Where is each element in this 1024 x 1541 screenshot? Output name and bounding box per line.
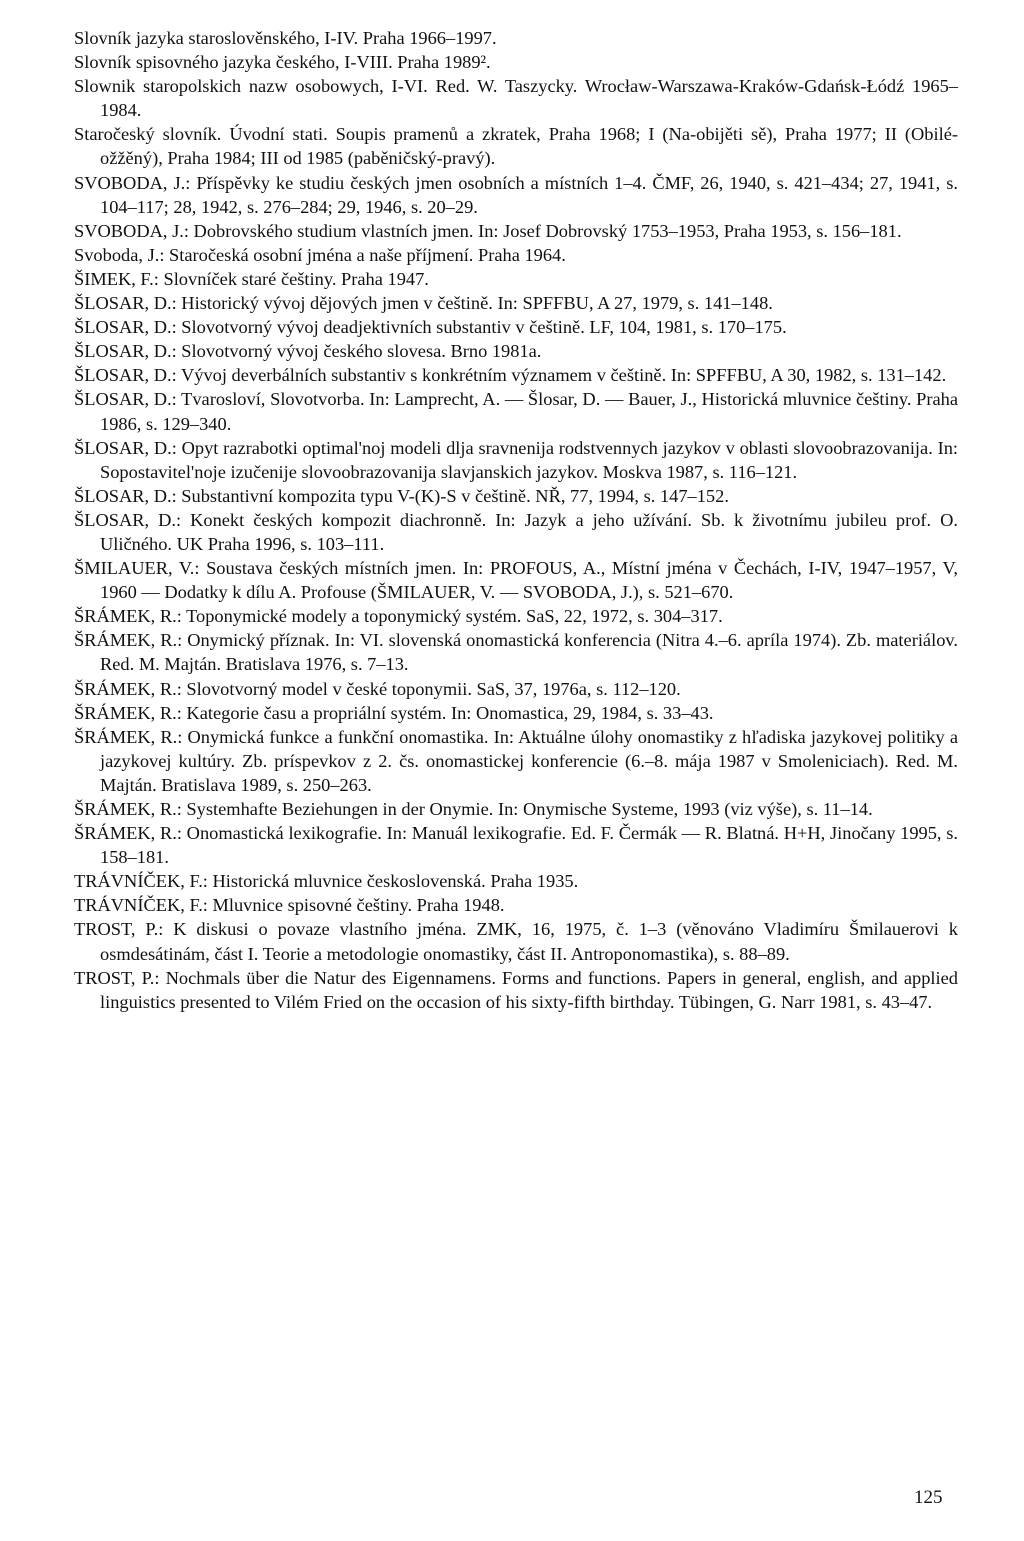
bibliography-entry: TROST, P.: Nochmals über die Natur des Eigennamens. Forms and functions. Papers in general, english, and applied linguistics presented to Vilém Fried on the occasion of his sixty-fifth birthday. Tübingen, G. Narr 1981, s. 43–47. (74, 967, 958, 1012)
bibliography-page (74, 26, 958, 1014)
bibliography-entry: ŠLOSAR, D.: Opyt razrabotki optimal'noj modeli dlja sravnenija rodstvennych jazykov v oblasti slovoobrazovanija. In: Sopostavitel'noje izučenije slovoobrazovanija slavjanskich jazykov. Moskva 1987, s. 116–121. (74, 437, 958, 482)
bibliography-entry: Slownik staropolskich nazw osobowych, I-VI. Red. W. Taszycky. Wrocław-Warszawa-Kraków-Gdańsk-Łódź 1965–1984. (74, 76, 958, 121)
page-number: 125 (914, 1487, 943, 1508)
bibliography-entry: ŠLOSAR, D.: Konekt českých kompozit diachronně. In: Jazyk a jeho užívání. Sb. k životnímu jubileu prof. O. Uličného. UK Praha 1996, s. 103–111. (74, 509, 958, 554)
bibliography-entry: ŠRÁMEK, R.: Onomastická lexikografie. In: Manuál lexikografie. Ed. F. Čermák — R. Blatná. H+H, Jinočany 1995, s. 158–181. (74, 823, 958, 868)
bibliography-entry: ŠLOSAR, D.: Slovotvorný vývoj deadjektivních substantiv v češtině. LF, 104, 1981, s. 170–175. (74, 317, 787, 338)
bibliography-entry: TRÁVNÍČEK, F.: Historická mluvnice československá. Praha 1935. (74, 871, 579, 892)
bibliography-entry: Svoboda, J.: Staročeská osobní jména a naše příjmení. Praha 1964. (74, 244, 566, 265)
bibliography-entry: SVOBODA, J.: Příspěvky ke studiu českých jmen osobních a místních 1–4. ČMF, 26, 1940, s. 421–434; 27, 1941, s. 104–117; 28, 1942, s. 276–284; 29, 1946, s. 20–29. (74, 172, 958, 217)
bibliography-entry: Staročeský slovník. Úvodní stati. Soupis pramenů a zkratek, Praha 1968; I (Na-obijěti sě), Praha 1977; II (Obilé-ožžěný), Praha 1984; III od 1985 (paběničský-pravý). (74, 124, 958, 169)
bibliography-entry: ŠRÁMEK, R.: Toponymické modely a toponymický systém. SaS, 22, 1972, s. 304–317. (74, 606, 723, 627)
bibliography-entry: ŠLOSAR, D.: Tvarosloví, Slovotvorba. In: Lamprecht, A. — Šlosar, D. — Bauer, J., Historická mluvnice češtiny. Praha 1986, s. 129–340. (74, 389, 958, 434)
bibliography-entry: ŠMILAUER, V.: Soustava českých místních jmen. In: PROFOUS, A., Místní jména v Čechách, I-IV, 1947–1957, V, 1960 — Dodatky k dílu A. Profouse (ŠMILAUER, V. — SVOBODA, J.), s. 521–670. (74, 558, 958, 603)
bibliography-entry: ŠRÁMEK, R.: Onymická funkce a funkční onomastika. In: Aktuálne úlohy onomastiky z hľadiska jazykovej politiky a jazykovej kultúry. Zb. príspevkov z 2. čs. onomastickej konferencie (6.–8. mája 1987 v Smoleniciach). Red. M. Majtán. Bratislava 1989, s. 250–263. (74, 726, 958, 795)
bibliography-entry: ŠRÁMEK, R.: Kategorie času a propriální systém. In: Onomastica, 29, 1984, s. 33–43. (74, 702, 714, 723)
bibliography-entry: ŠLOSAR, D.: Historický vývoj dějových jmen v češtině. In: SPFFBU, A 27, 1979, s. 141–148. (74, 293, 773, 314)
bibliography-entry: ŠLOSAR, D.: Substantivní kompozita typu V-(K)-S v češtině. NŘ, 77, 1994, s. 147–152. (74, 485, 729, 506)
bibliography-entry: TRÁVNÍČEK, F.: Mluvnice spisovné češtiny. Praha 1948. (74, 895, 505, 916)
bibliography-entry: SVOBODA, J.: Dobrovského studium vlastních jmen. In: Josef Dobrovský 1753–1953, Praha 1953, s. 156–181. (74, 220, 902, 241)
bibliography-entry: Slovník jazyka staroslověnského, I-IV. Praha 1966–1997. (74, 28, 497, 48)
bibliography-list (74, 26, 958, 1014)
bibliography-entry: Slovník spisovného jazyka českého, I-VIII. Praha 1989². (74, 52, 491, 73)
bibliography-entry: ŠLOSAR, D.: Vývoj deverbálních substantiv s konkrétním významem v češtině. In: SPFFBU, A 30, 1982, s. 131–142. (74, 365, 947, 386)
bibliography-entry: ŠRÁMEK, R.: Systemhafte Beziehungen in der Onymie. In: Onymische Systeme, 1993 (viz výše), s. 11–14. (74, 799, 873, 819)
bibliography-entry: ŠIMEK, F.: Slovníček staré češtiny. Praha 1947. (74, 268, 429, 289)
bibliography-entry: ŠRÁMEK, R.: Slovotvorný model v české toponymii. SaS, 37, 1976a, s. 112–120. (74, 678, 681, 699)
bibliography-entry: ŠLOSAR, D.: Slovotvorný vývoj českého slovesa. Brno 1981a. (74, 341, 542, 362)
bibliography-entry: ŠRÁMEK, R.: Onymický příznak. In: VI. slovenská onomastická konferencia (Nitra 4.–6. apríla 1974). Zb. materiálov. Red. M. Majtán. Bratislava 1976, s. 7–13. (74, 630, 958, 675)
bibliography-entry: TROST, P.: K diskusi o povaze vlastního jména. ZMK, 16, 1975, č. 1–3 (věnováno Vladimíru Šmilauerovi k osmdesátinám, část I. Teorie a metodologie onomastiky, část II. Antroponomastika), s. 88–89. (74, 919, 958, 964)
